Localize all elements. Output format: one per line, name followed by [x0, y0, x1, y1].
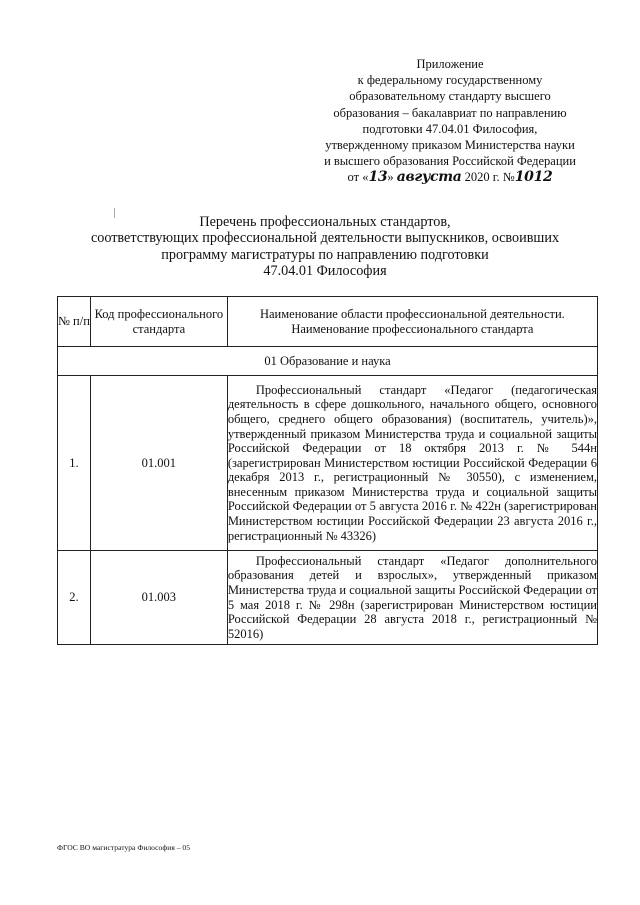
title-line: Перечень профессиональных стандартов, — [199, 214, 451, 230]
appendix-line: и высшего образования Российской Федерации — [324, 154, 576, 169]
handwritten-month: августа — [396, 169, 462, 186]
appendix-line: подготовки 47.04.01 Философия, — [362, 121, 538, 136]
row-code: 01.001 — [90, 376, 227, 551]
header-name-line: Наименование области профессиональной деятельности. — [259, 306, 565, 321]
appendix-line: образовательному стандарту высшего — [349, 89, 551, 104]
row-text: Профессиональный стандарт «Педагог дополнительного образования детей и взрослых», утвержденный приказом Министерства труда и социальной защиты Российской Федерации от 5 мая 2018 г. № 298н (зарегистрирован Министерством юстиции Российской Федерации 28 августа 2018 г., регистрационный № 52016) — [227, 551, 597, 645]
standards-table — [57, 296, 598, 645]
appendix-line: утвержденному приказом Министерства науки — [325, 138, 575, 153]
appendix-line: Приложение — [416, 57, 484, 71]
handwritten-order-number: 1012 — [514, 169, 553, 186]
title-line: 47.04.01 Философия — [263, 263, 387, 280]
table-header-row — [58, 297, 598, 347]
appendix-date-line — [300, 169, 600, 185]
header-name — [227, 297, 597, 347]
header-num: № п/п — [58, 297, 91, 347]
section-title: 01 Образование и наука — [58, 347, 598, 376]
section-row — [58, 347, 598, 376]
header-name-line: Наименование профессионального стандарта — [291, 321, 534, 336]
header-code: Код профессионального стандарта — [90, 297, 227, 347]
table-row — [58, 551, 598, 645]
title-line: соответствующих профессиональной деятельности выпускников, освоивших — [90, 230, 560, 247]
row-num: 1. — [58, 376, 91, 551]
row-code: 01.003 — [90, 551, 227, 645]
row-text: Профессиональный стандарт «Педагог (педагогическая деятельность в сфере дошкольного, начального общего, основного общего, среднего общего образования) (воспитатель, учитель)», утвержденный приказом Министерства труда и социальной защиты Российской Федерации от 18 октября 2013 г. № 544н (зарегистрирован Министерством юстиции Российской Федерации 6 декабря 2013 г., регистрационный № 30550), с изменением, внесенным приказом Министерства труда и социальной защиты Российской Федерации от 5 августа 2016 г. № 422н (зарегистрирован Министерством юстиции Российской Федерации 23 августа 2016 г., регистрационный № 43326) — [227, 376, 597, 551]
date-prefix: от « — [347, 170, 369, 185]
appendix-line: к федеральному государственному — [357, 73, 543, 88]
row-num: 2. — [58, 551, 91, 645]
table-row — [58, 376, 598, 551]
title-line: программу магистратуры по направлению подготовки — [161, 246, 489, 263]
appendix-line: образования – бакалавриат по направлению — [333, 105, 567, 120]
handwritten-day: 13 — [368, 169, 388, 186]
appendix-block — [300, 56, 600, 186]
date-mid: » — [387, 170, 394, 185]
document-title — [40, 214, 610, 280]
page-footer: ФГОС ВО магистратура Философия – 05 — [57, 843, 190, 852]
date-year: 2020 г. № — [464, 170, 515, 185]
